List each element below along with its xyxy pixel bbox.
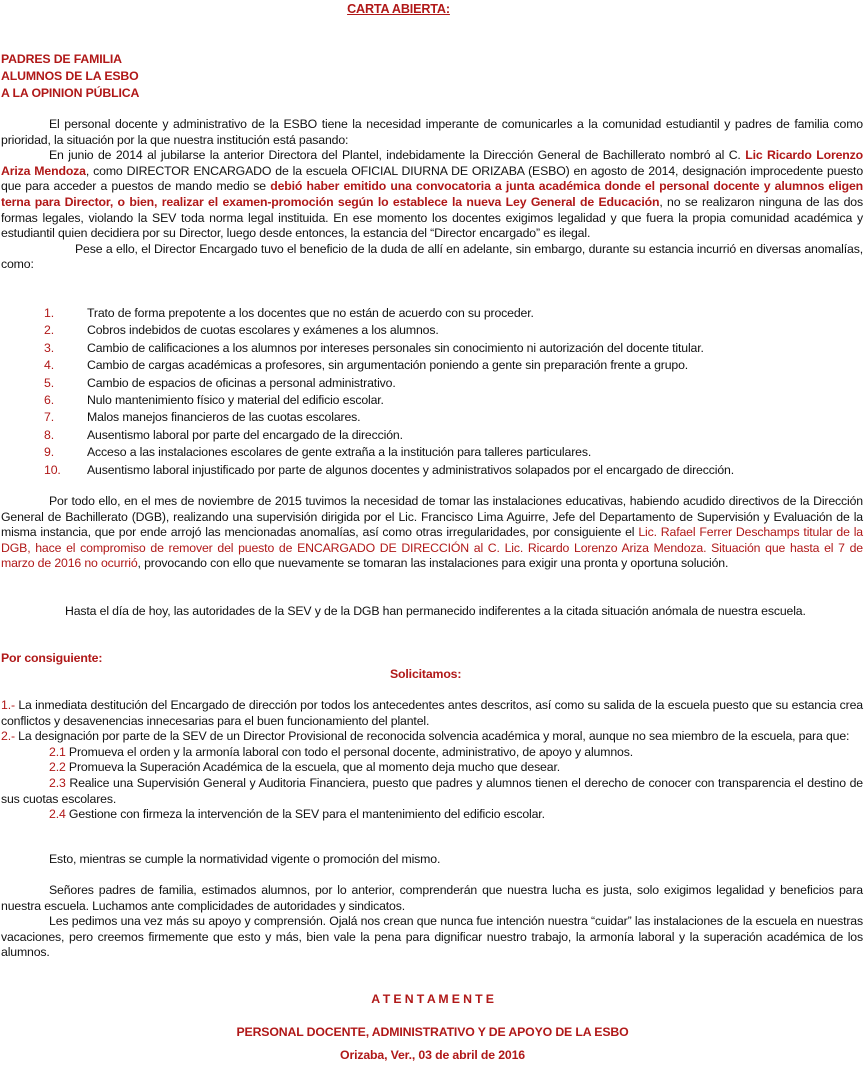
list-item — [0, 427, 860, 444]
anomalies-list — [0, 305, 860, 479]
list-text: Trato de forma prepotente a los docentes que no están de acuerdo con su proceder. — [87, 306, 534, 320]
body-paragraph-5-wrap — [1, 604, 863, 620]
intro-p2-text-a: En junio de 2014 al jubilarse la anterior Directora del Plantel, indebidamente la Dirección General de Bachillerato nombró al C. — [49, 148, 746, 163]
signer: PERSONAL DOCENTE, ADMINISTRATIVO Y DE APOYO DE LA ESBO — [236, 1025, 629, 1039]
subrequest-2-1 — [1, 745, 863, 761]
place-date: Orizaba, Ver., 03 de abril de 2016 — [340, 1048, 525, 1062]
list-item — [0, 409, 860, 426]
list-item — [0, 462, 860, 479]
request-2 — [1, 729, 863, 745]
request-text: La designación por parte de la SEV de un Director Provisional de reconocida solvencia académica y moral, aunque no sea miembro de la escuela, para que: — [14, 729, 850, 744]
list-item — [0, 392, 860, 409]
subrequest-number: 2.4 — [49, 807, 66, 822]
requests-section — [1, 698, 863, 823]
intro-paragraph-1: El personal docente y administrativo de la ESBO tiene la necesidad imperante de comunicarles a la comunidad estudiantil y padres de familia como prioridad, la situación por la que nuestra institución está pasando: — [1, 117, 863, 147]
list-number: 9. — [44, 445, 54, 460]
atentamente: A T E N T A M E N T E — [371, 992, 494, 1006]
consiguiente-heading: Por consiguiente: — [1, 651, 103, 665]
list-text: Malos manejos financieros de las cuotas escolares. — [87, 410, 361, 425]
intro-p2-text-c: , no se realizaron ninguna de las dos formas legales, violando la SEV toda norma legal instituida. En ese momento los docentes exigimos legalidad y que fuera la propia comunidad académica y estudiantil quien decidiera por su Director, luego desde entonces, la estancia del “Director encargado” es ilegal. — [1, 194, 863, 241]
list-number: 1. — [44, 306, 54, 320]
list-item — [0, 357, 860, 374]
intro-p2-text-b: , como DIRECTOR ENCARGADO de la escuela OFICIAL DIURNA DE ORIZABA (ESBO) en agosto de 2014, designación improcedente puesto que para acceder a puestos de mando medio se — [1, 163, 864, 194]
addressee-parents: PADRES DE FAMILIA — [1, 52, 122, 66]
closing-paragraph-8: Les pedimos una vez más su apoyo y comprensión. Ojalá nos crean que nunca fue intención nuestra “cuidar” las instalaciones de la escuela en nuestras vacaciones, pero creemos firmemente que esto y más, bien vale la pena para dignificar nuestro trabajo, la armonía laboral y la superación académica de los alumnos. — [1, 914, 863, 960]
dgb-commitment: Lic. Rafael Ferrer Deschamps titular de la DGB, hace el compromiso de remover del puesto de ENCARGADO DE DIRECCIÓN al C. Lic. Ricardo Lorenzo Ariza Mendoza. Situación que hasta el 7 de marzo de 2016 no ocurrió — [1, 525, 863, 571]
subrequest-number: 2.1 — [49, 744, 66, 759]
list-text: Ausentismo laboral por parte del encargado de la dirección. — [87, 427, 403, 442]
intro-paragraph-3: Pese a ello, el Director Encargado tuvo el beneficio de la duda de allí en adelante, sin embargo, durante su estancia incurrió en diversas anomalías, como: — [1, 241, 863, 272]
subrequest-2-3 — [1, 776, 863, 807]
subrequest-2-2 — [1, 760, 863, 776]
request-text: La inmediata destitución del Encargado de dirección por todos los antecedentes antes descritos, así como su salida de la escuela puesto que su estancia crea conflictos y desavenencias innecesarias para el buen funcionamiento del plantel. — [1, 698, 863, 728]
closing-paragraph-7: Señores padres de familia, estimados alumnos, por lo anterior, comprenderán que nuestra lucha es justa, solo exigimos legalidad y beneficios para nuestra escuela. Luchamos ante complicidades de autoridades y sindicatos. — [1, 883, 863, 913]
request-number: 1.- — [1, 698, 15, 712]
list-text: Cambio de espacios de oficinas a personal administrativo. — [87, 375, 396, 390]
subrequest-text: Promueva la Superación Académica de la escuela, que al momento deja mucho que desear. — [65, 760, 560, 775]
subrequest-text: Gestione con firmeza la intervención de la SEV para el mantenimiento del edificio escolar. — [65, 807, 545, 822]
list-item — [0, 340, 860, 357]
list-text: Acceso a las instalaciones escolares de gente extraña a la institución para talleres particulares. — [87, 445, 592, 460]
closing-section — [1, 883, 863, 961]
list-item — [0, 322, 860, 339]
body-p4-text-b: , provocando con ello que nuevamente se tomaran las instalaciones para exigir una pronta y oportuna solución. — [137, 556, 729, 571]
request-1 — [1, 698, 863, 729]
list-text: Cambio de cargas académicas a profesores, sin argumentación poniendo a gente sin preparación frente a grupo. — [87, 358, 689, 373]
closing-paragraph-6: Esto, mientras se cumple la normatividad vigente o promoción del mismo. — [49, 852, 441, 866]
subrequest-number: 2.3 — [49, 775, 66, 790]
body-paragraph-5: Hasta el día de hoy, las autoridades de la SEV y de la DGB han permanecido indiferentes a la citada situación anómala de nuestra escuela. — [65, 604, 806, 618]
document-title: CARTA ABIERTA: — [347, 2, 450, 16]
list-number: 2. — [44, 323, 54, 338]
list-number: 10. — [44, 462, 61, 477]
body-paragraph-4 — [1, 494, 863, 572]
list-text: Cobros indebidos de cuotas escolares y exámenes a los alumnos. — [87, 323, 439, 338]
list-item — [0, 375, 860, 392]
solicitamos-heading: Solicitamos: — [390, 667, 462, 681]
list-number: 7. — [44, 410, 54, 425]
list-number: 8. — [44, 427, 54, 442]
subrequest-number: 2.2 — [49, 760, 66, 775]
list-number: 5. — [44, 375, 54, 390]
list-text: Ausentismo laboral injustificado por parte de algunos docentes y administrativos solapados por el encargado de dirección. — [87, 462, 734, 477]
intro-paragraph-2 — [1, 148, 863, 242]
director-name: Lic Ricardo Lorenzo Ariza Mendoza — [1, 148, 864, 178]
list-number: 3. — [44, 340, 54, 355]
list-item — [0, 305, 860, 322]
list-item — [0, 444, 860, 461]
request-number: 2.- — [1, 729, 15, 744]
closing-paragraph-6-wrap — [1, 852, 863, 868]
legal-requirement: debió haber emitido una convocatoria a junta académica donde el personal docente y alumnos eligen terna para Director, o bien, realizar el examen-promoción según lo establece la nueva Ley General de Educación — [1, 179, 864, 209]
list-number: 6. — [44, 392, 54, 407]
body-p4-text-a: Por todo ello, en el mes de noviembre de 2015 tuvimos la necesidad de tomar las instalaciones educativas, habiendo acudido directivos de la Dirección General de Bachillerato (DGB), realizando una supervisión dirigida por el Lic. Francisco Lima Aguirre, Jefe del Departamento de Supervisión y Evaluación de la misma instancia, que por ende arrojó las mencionadas anomalías, así como otras irregularidades, por consiguiente el — [1, 494, 863, 540]
addressee-public: A LA OPINION PÚBLICA — [1, 86, 140, 100]
subrequest-text: Realice una Supervisión General y Auditoria Financiera, puesto que padres y alumnos tienen el derecho de conocer con transparencia el destino de sus cuotas escolares. — [1, 775, 863, 806]
list-text: Nulo mantenimiento físico y material del edificio escolar. — [87, 392, 384, 407]
subrequest-text: Promueva el orden y la armonía laboral con todo el personal docente, administrativo, de apoyo y alumnos. — [65, 744, 633, 759]
addressee-students: ALUMNOS DE LA ESBO — [1, 69, 139, 83]
list-text: Cambio de calificaciones a los alumnos por intereses personales sin conocimiento ni autorización del docente titular. — [87, 340, 704, 355]
intro-section — [1, 117, 863, 273]
subrequest-2-4 — [1, 807, 863, 823]
body-section — [1, 494, 863, 572]
list-number: 4. — [44, 358, 54, 373]
